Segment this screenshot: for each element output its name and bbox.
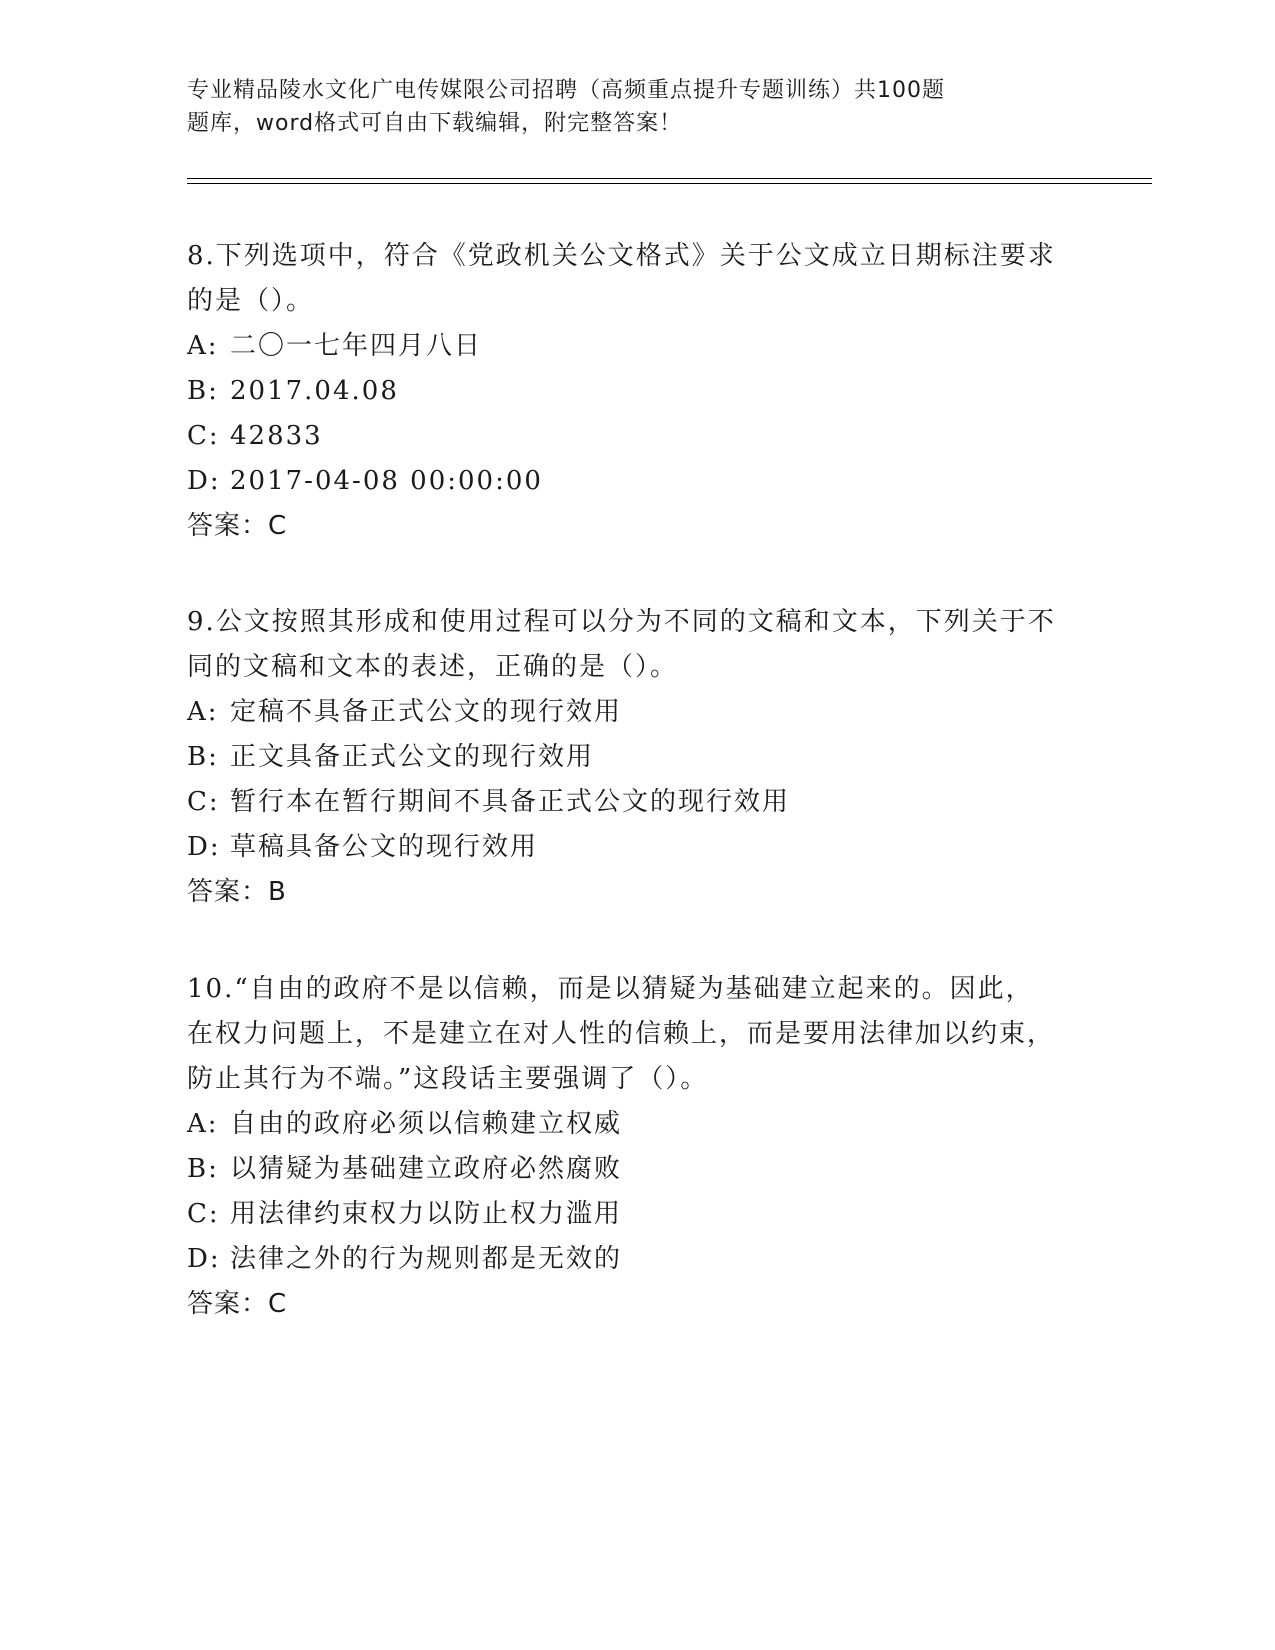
header-divider-bottom: [187, 183, 1152, 184]
option-b: [187, 369, 1057, 414]
option-text: 正文具备正式公文的现行效用: [230, 742, 595, 772]
option-d: [187, 459, 1057, 504]
option-letter: B:: [187, 376, 219, 406]
option-a: [187, 1102, 1057, 1147]
option-d: [187, 825, 1057, 870]
option-letter: D:: [187, 466, 221, 496]
header-line-2: 题库，word格式可自由下载编辑，附完整答案！: [187, 111, 683, 136]
question-9: [187, 600, 1057, 915]
option-letter: B:: [187, 1154, 219, 1184]
option-text: 暂行本在暂行期间不具备正式公文的现行效用: [230, 787, 791, 817]
document-header: [187, 74, 1037, 140]
header-divider-top: [187, 178, 1152, 179]
question-stem: 9.公文按照其形成和使用过程可以分为不同的文稿和文本，下列关于不同的文稿和文本的表述，正确的是（）。: [187, 607, 1056, 682]
option-letter: D:: [187, 832, 221, 862]
option-letter: A:: [187, 697, 219, 727]
option-text: 草稿具备公文的现行效用: [230, 832, 539, 862]
answer-line: 答案：C: [187, 511, 288, 541]
option-text: 定稿不具备正式公文的现行效用: [230, 697, 623, 727]
question-stem: 8.下列选项中，符合《党政机关公文格式》关于公文成立日期标注要求的是（）。: [187, 241, 1056, 316]
question-stem: 10.“自由的政府不是以信赖，而是以猜疑为基础建立起来的。因此，在权力问题上，不是建立在对人性的信赖上，而是要用法律加以约束，防止其行为不端。”这段话主要强调了（）。: [187, 974, 1056, 1094]
option-text: 自由的政府必须以信赖建立权威: [230, 1109, 623, 1139]
option-c: [187, 414, 1057, 459]
option-text: 以猜疑为基础建立政府必然腐败: [230, 1154, 623, 1184]
option-text: 法律之外的行为规则都是无效的: [230, 1244, 623, 1274]
header-line-1: 专业精品陵水文化广电传媒限公司招聘（高频重点提升专题训练）共100题: [187, 78, 945, 103]
option-letter: C:: [187, 421, 220, 451]
option-text: 二〇一七年四月八日: [230, 331, 483, 361]
option-text: 2017-04-08 00:00:00: [230, 466, 543, 496]
option-letter: C:: [187, 1199, 220, 1229]
option-text: 用法律约束权力以防止权力滥用: [230, 1199, 623, 1229]
option-letter: D:: [187, 1244, 221, 1274]
answer-line: 答案：C: [187, 1289, 288, 1319]
option-letter: A:: [187, 331, 219, 361]
option-letter: C:: [187, 787, 220, 817]
option-c: [187, 1192, 1057, 1237]
option-b: [187, 735, 1057, 780]
option-d: [187, 1237, 1057, 1282]
answer-line: 答案：B: [187, 877, 287, 907]
option-text: 42833: [230, 421, 323, 451]
option-b: [187, 1147, 1057, 1192]
option-c: [187, 780, 1057, 825]
option-letter: A:: [187, 1109, 219, 1139]
option-text: 2017.04.08: [230, 376, 399, 406]
option-a: [187, 324, 1057, 369]
option-a: [187, 690, 1057, 735]
question-10: [187, 967, 1057, 1327]
question-8: [187, 234, 1057, 549]
option-letter: B:: [187, 742, 219, 772]
